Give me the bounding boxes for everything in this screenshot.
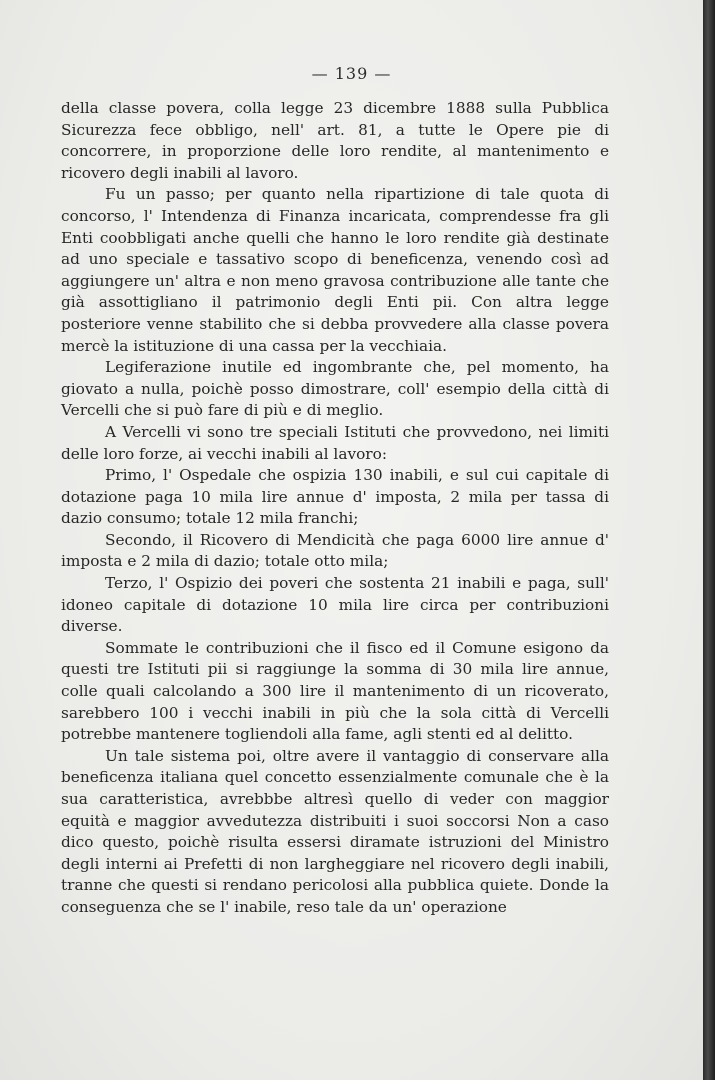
paragraph: Primo, l' Ospedale che ospizia 130 inabili, e sul cui capitale di dotazione paga 10 mila lire annue d' imposta, 2 mila per tassa di dazio consumo; totale 12 mila franchi; xyxy=(61,466,609,528)
page-edge-shadow xyxy=(703,0,715,1080)
paragraph: A Vercelli vi sono tre speciali Istituti che provvedono, nei limiti delle loro forze, ai vecchi inabili al lavoro: xyxy=(61,422,609,463)
paragraph: Terzo, l' Ospizio dei poveri che sostenta 21 inabili e paga, sull' idoneo capitale di dotazione 10 mila lire circa per contribuzioni diverse. xyxy=(61,574,609,636)
paragraph: Un tale sistema poi, oltre avere il vantaggio di conservare alla beneficenza italiana quel concetto essenzialmente comunale che è la sua caratteristica, avrebbbe altresì quello di veder con maggior equità e maggior avvedutezza distribuiti i suoi soccorsi Non a caso dico questo, poichè risulta essersi diramate istruzioni del Ministro degli interni ai Prefetti di non largheggiare nel ricovero degli inabili, tranne che questi si rendano pericolosi alla pubblica quiete. Donde la conseguenza che se l' inabile, reso tale da un' operazione xyxy=(61,746,609,916)
paragraph: Fu un passo; per quanto nella ripartizione di tale quota di concorso, l' Intendenza di Finanza incaricata, comprendesse fra gli Enti coobbligati anche quelli che hanno le loro rendite già destinate ad uno speciale e tassativo scopo di beneficenza, venendo così ad aggiungere un' altra e non meno gravosa contribuzione alle tante che già assottigliano il patrimonio degli Enti pii. Con altra legge posteriore venne stabilito che si debba provvedere alla classe povera mercè la istituzione di una cassa per la vecchiaia. xyxy=(61,185,609,355)
page-body xyxy=(61,98,609,919)
page-number: — 139 — xyxy=(311,64,392,83)
paragraph: Sommate le contribuzioni che il fisco ed il Comune esigono da questi tre Istituti pii si raggiunge la somma di 30 mila lire annue, colle quali calcolando a 300 lire il mantenimento di un ricoverato, sarebbero 100 i vecchi inabili in più che la sola città di Vercelli potrebbe mantenere togliendoli alla fame, agli stenti ed al delitto. xyxy=(61,638,609,744)
paragraph: Legiferazione inutile ed ingombrante che, pel momento, ha giovato a nulla, poichè posso dimostrare, coll' esempio della città di Vercelli che si può fare di più e di meglio. xyxy=(61,358,609,420)
paragraph-continuation: della classe povera, colla legge 23 dicembre 1888 sulla Pubblica Sicurezza fece obbligo, nell' art. 81, a tutte le Opere pie di concorrere, in proporzione delle loro rendite, al mantenimento e ricovero degli inabili al lavoro. xyxy=(61,99,609,182)
paragraph: Secondo, il Ricovero di Mendicità che paga 6000 lire annue d' imposta e 2 mila di dazio; totale otto mila; xyxy=(61,530,609,571)
